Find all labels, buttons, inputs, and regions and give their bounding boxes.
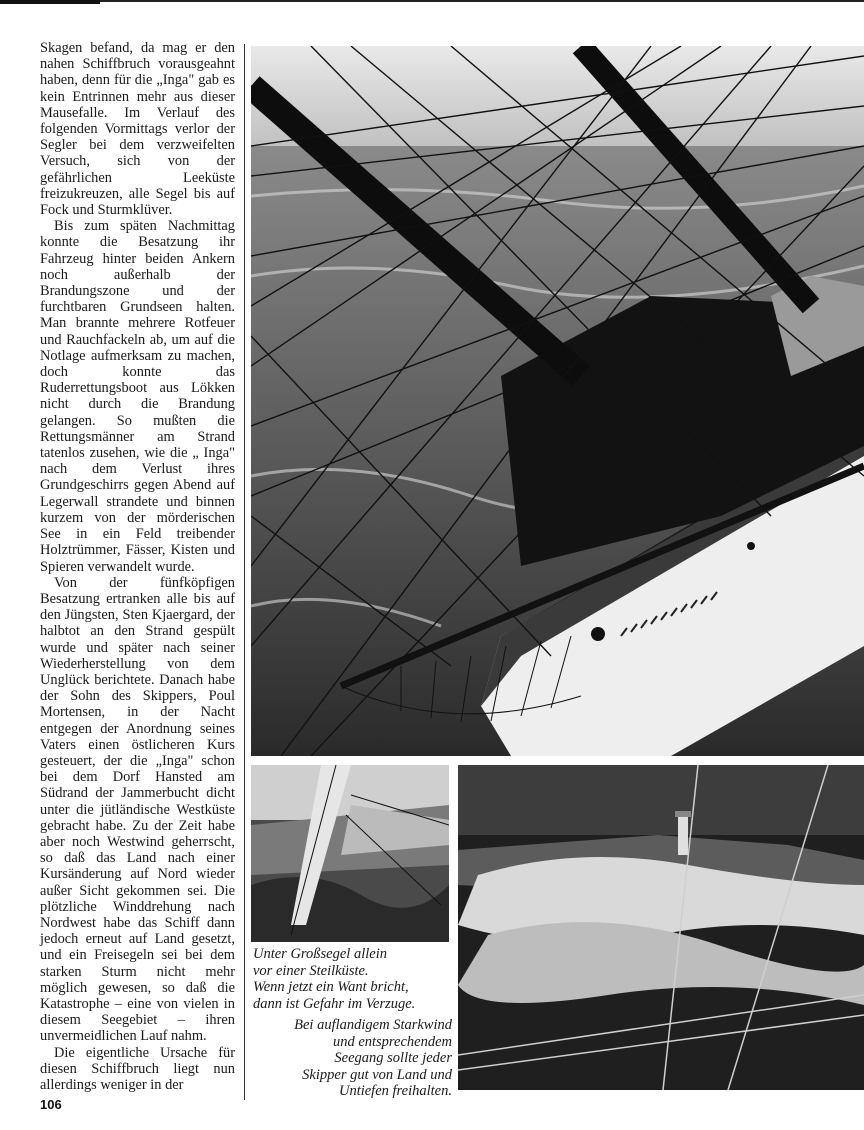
article-column bbox=[40, 40, 235, 1093]
caption-line: Skipper gut von Land und bbox=[302, 1066, 452, 1083]
article-paragraph: Von der fünfköpfigen Besatzung ertranken alle bis auf den Jüngsten, Sten Kjaergard, der halbtot an den Strand gespült wurde und später nach seiner Wiederherstellung von dem Unglück berichtete. Danach habe der Sohn des Skippers, Poul Mortensen, in der Nacht entgegen der Anordnung seines Vaters einen östlicheren Kurs gesteuert, der die „Inga" schon bei dem Dorf Hansted am Südrand der Jammerbucht dicht unter die jütländische Westküste gebracht habe. Zu der Zeit habe aber noch Westwind geherrscht, so daß das Land nach einer Kursänderung auf Nord wieder außer Sicht gekommen sei. Die plötzliche Winddrehung nach Nordwest habe das Schiff dann jedoch erneut auf Land gesetzt, und ein Freisegeln sei bei dem starken Sturm nicht mehr möglich gewesen, so daß die Katastrophe – eine von vielen in diesem Seegebiet – ihren unvermeidlichen Lauf nahm. bbox=[40, 574, 235, 1045]
caption-line: Seegang sollte jeder bbox=[334, 1050, 452, 1067]
top-rule bbox=[0, 0, 864, 2]
caption-line: vor einer Steilküste. bbox=[253, 962, 369, 979]
article-paragraph: Skagen befand, da mag er den nahen Schiffbruch vorausgeahnt haben, denn für die „Inga" gab es kein Entrinnen mehr aus dieser Mausefalle. Im Verlauf des folgenden Vormittags verlor der Segler bei dem verzweifelten Versuch, sich von der gefährlichen Leeküste freizukreuzen, alle Segel bis auf Fock und Sturmklüver. bbox=[40, 40, 235, 219]
caption-line: dann ist Gefahr im Verzuge. bbox=[253, 995, 416, 1012]
main-photo-sailboat-bow bbox=[251, 46, 864, 756]
article-paragraph: Die eigentliche Ursache für diesen Schiffbruch liegt nun allerdings weniger in der bbox=[40, 1044, 235, 1093]
caption-line: Untiefen freihalten. bbox=[338, 1083, 452, 1100]
caption-line: und entsprechendem bbox=[332, 1033, 452, 1050]
wide-photo-stormy-coast bbox=[458, 765, 864, 1090]
small-photo-mainsail bbox=[251, 765, 449, 942]
caption-line: Bei auflandigem Starkwind bbox=[294, 1017, 452, 1033]
caption-line: Wenn jetzt ein Want bricht, bbox=[253, 979, 409, 996]
page-number: 106 bbox=[40, 1097, 62, 1112]
caption-small-photo bbox=[253, 946, 453, 1012]
caption-line: Unter Großsegel allein bbox=[253, 946, 387, 962]
article-paragraph: Bis zum späten Nachmittag konnte die Besatzung ihr Fahrzeug hinter beiden Ankern noch außerhalb der Brandungszone und der furchtbaren Grundseen halten. Man brannte mehrere Rotfeuer und Rauchfackeln ab, um auf die Notlage aufmerksam zu machen, doch konnte das Ruderrettungsboot aus Lökken nicht durch die Brandung gelangen. So mußten die Rettungsmänner am Strand tatenlos zusehen, wie die „ Inga" nach dem Verlust ihres Grundgeschirrs gegen Abend auf Legerwall strandete und binnen kurzem von der mörderischen See in ein Feld treibender Holztrümmer, Fässer, Kisten und Spieren verwandelt wurde. bbox=[40, 218, 235, 575]
top-rule-accent bbox=[0, 0, 100, 4]
column-divider bbox=[244, 44, 245, 1100]
caption-wide-photo bbox=[262, 1017, 452, 1100]
